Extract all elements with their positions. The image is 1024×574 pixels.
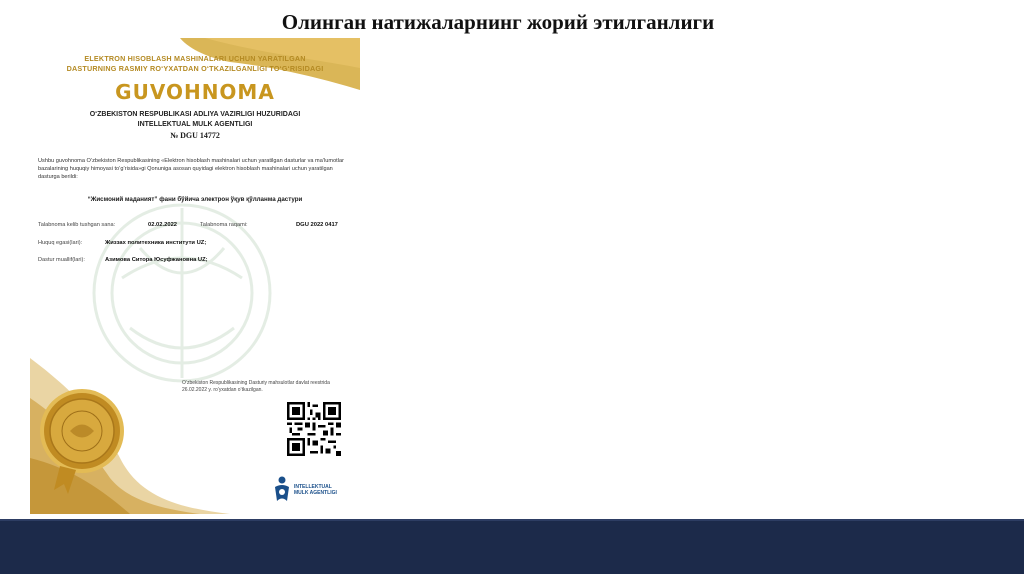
logo-text-line1: INTELLEKTUAL <box>294 484 332 490</box>
registration-number: № DGU 14772 <box>170 131 220 140</box>
qr-code-icon <box>287 402 341 456</box>
authors-label: Dastur muallif(lari): <box>38 257 85 263</box>
certificate-document <box>30 38 360 514</box>
certificate-header-line1: ELEKTRON HISOBLASH MASHINALARI UCHUN YARATILGAN <box>84 54 306 63</box>
rights-holder-label: Huquq egasi(lari): <box>38 240 83 246</box>
application-date: 02.02.2022 <box>148 222 178 228</box>
application-number: DGU 2022 0417 <box>296 222 338 228</box>
certificate-doc-title: GUVOHNOMA <box>115 80 275 104</box>
registry-note: O‘zbekiston Respublikasining Dasturiy mahsulotlar davlat reestrida 26.02.2022 y. ro‘yxatdan o‘tkazilgan. <box>182 380 330 393</box>
slide-title: Олинган натижаларнинг жорий этилганлиги <box>281 10 715 34</box>
certificate-header-line2: DASTURNING RASMIY RO‘YXATDAN O‘TKAZILGANLIGI TO‘G‘RISIDAGI <box>66 64 324 73</box>
application-number-label: Talabnoma raqami: <box>200 222 248 228</box>
agency-line1: O‘ZBEKISTON RESPUBLIKASI ADLIYA VAZIRLIGI HUZURIDAGI <box>89 111 301 118</box>
footer-divider <box>0 519 1024 521</box>
intellectual-property-agency-logo-icon <box>272 475 292 503</box>
intro-text: Ushbu guvohnoma O‘zbekiston Respublikasining «Elektron hisoblash mashinalari uchun yaratilgan dasturlar va ma’lumotlar bazalarining huquqiy himoyasi to‘g‘risida»gi Qonuniga asosan quyidagi elektron hisoblash mashinalari uchun yaratilgan dasturga berildi: <box>38 158 344 180</box>
authors: Азимова Ситора Юсуфжановна UZ; <box>105 257 208 263</box>
agency-line2: INTELLEKTUAL MULK AGENTLIGI <box>137 121 253 128</box>
logo-text-line2: MULK AGENTLIGI <box>294 490 337 496</box>
program-name: “Жисмоний маданият” фани бўйича электрон ўқув қўлланма дастури <box>87 196 303 203</box>
rights-holder: Жиззах политехника институти UZ; <box>105 240 207 246</box>
emblem-watermark <box>94 205 270 381</box>
footer-bar <box>0 519 1024 574</box>
application-date-label: Talabnoma kelib tushgan sana: <box>38 222 116 228</box>
